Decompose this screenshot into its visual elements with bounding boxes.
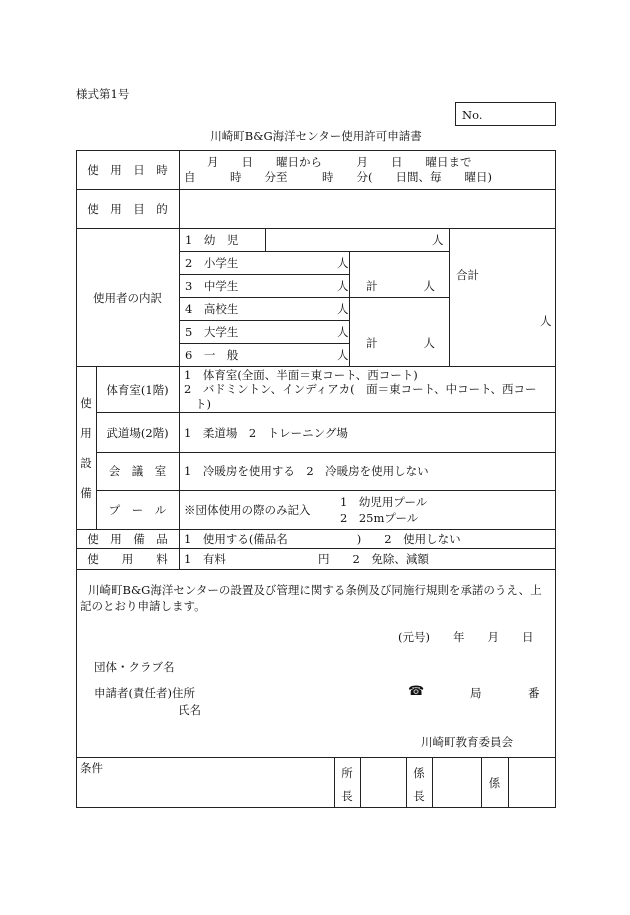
form-table <box>76 150 556 808</box>
fee-paid[interactable]: 1 有料 <box>184 552 226 566</box>
date-label: 使 用 日 時 <box>87 163 168 177</box>
university-unit[interactable]: 人 <box>337 325 349 339</box>
equipment-label: 使 用 備 品 <box>87 532 168 546</box>
total-label: 合計 <box>456 268 479 282</box>
phone-exchange: 局 <box>470 686 482 700</box>
infant-unit[interactable]: 人 <box>432 233 444 247</box>
pool-note: ※団体使用の際のみ記入 <box>184 503 311 517</box>
purpose-label: 使 用 目 的 <box>87 202 168 216</box>
fee-label: 使 用 料 <box>87 552 168 566</box>
date-line-2[interactable]: 自 時 分至 時 分( 日間、毎 曜日) <box>184 170 492 184</box>
declaration-line-2: 記のとおり申請します。 <box>80 599 206 613</box>
gym-label: 体育室(1階) <box>106 383 169 397</box>
pool-option-25m[interactable]: 2 25mプール <box>340 511 419 525</box>
users-label: 使用者の内訳 <box>93 291 162 305</box>
director-seal-box[interactable] <box>361 758 405 807</box>
user-item-general: 6 一 般 <box>185 348 239 362</box>
facility-label-char-4: 備 <box>80 486 92 500</box>
phone-number-suffix: 番 <box>528 686 540 700</box>
facility-label-char-2: 用 <box>80 426 92 440</box>
gym-option-2-cont: ト) <box>195 397 211 411</box>
applicant-address-label: 申請者(責任者)住所 <box>94 686 195 700</box>
user-item-infant: 1 幼 児 <box>185 233 239 247</box>
meeting-room-options[interactable]: 1 冷暖房を使用する 2 冷暖房を使用しない <box>184 464 429 478</box>
applicant-name-label: 氏名 <box>178 703 201 717</box>
general-unit[interactable]: 人 <box>337 348 349 362</box>
junior-high-unit[interactable]: 人 <box>337 279 349 293</box>
subtotal-adult[interactable]: 計 人 <box>366 336 435 350</box>
application-date[interactable]: (元号) 年 月 日 <box>398 630 534 644</box>
form-number: 様式第1号 <box>76 87 130 101</box>
declaration-line-1: 川崎町B&G海洋センターの設置及び管理に関する条例及び同施行規則を承諾のうえ、上 <box>88 583 542 597</box>
chief-label-bottom: 長 <box>413 789 425 803</box>
high-school-unit[interactable]: 人 <box>337 302 349 316</box>
user-item-junior-high: 3 中学生 <box>185 279 239 293</box>
fee-exempt[interactable]: 円 2 免除、減額 <box>318 552 429 566</box>
number-label: No. <box>462 108 483 122</box>
facility-label-char-1: 使 <box>80 396 92 410</box>
dojo-options[interactable]: 1 柔道場 2 トレーニング場 <box>184 426 348 440</box>
gym-option-2[interactable]: 2 バドミントン、インディアカ( 面＝東コート、中コート、西コー <box>184 382 537 396</box>
equipment-options[interactable]: 1 使用する(備品名 ) 2 使用しない <box>184 532 461 546</box>
organization-label: 団体・クラブ名 <box>94 660 175 674</box>
gym-option-1[interactable]: 1 体育室(全面、半面＝東コート、西コート) <box>184 368 418 382</box>
user-item-elementary: 2 小学生 <box>185 256 239 270</box>
pool-option-infant[interactable]: 1 幼児用プール <box>340 495 428 509</box>
phone-icon: ☎ <box>408 684 425 699</box>
facility-label-char-3: 設 <box>80 456 92 470</box>
elementary-unit[interactable]: 人 <box>337 256 349 270</box>
conditions-label: 条件 <box>80 761 103 775</box>
date-line-1[interactable]: 月 日 曜日から 月 日 曜日まで <box>207 155 472 169</box>
form-title: 川崎町B&G海洋センター使用許可申請書 <box>210 129 422 143</box>
director-label-bottom: 長 <box>341 789 353 803</box>
meeting-room-label: 会 議 室 <box>108 464 167 478</box>
chief-label-top: 係 <box>413 766 425 780</box>
pool-label: プ ー ル <box>108 503 167 517</box>
user-item-university: 5 大学生 <box>185 325 239 339</box>
chief-seal-box[interactable] <box>433 758 480 807</box>
director-label-top: 所 <box>341 766 353 780</box>
user-item-high-school: 4 高校生 <box>185 302 239 316</box>
purpose-field[interactable] <box>182 192 552 224</box>
total-unit[interactable]: 人 <box>540 314 552 328</box>
staff-seal-box[interactable] <box>509 758 555 807</box>
staff-label: 係 <box>488 776 501 790</box>
dojo-label: 武道場(2階) <box>106 426 169 440</box>
subtotal-school[interactable]: 計 人 <box>366 279 435 293</box>
board-of-education: 川崎町教育委員会 <box>421 735 513 749</box>
